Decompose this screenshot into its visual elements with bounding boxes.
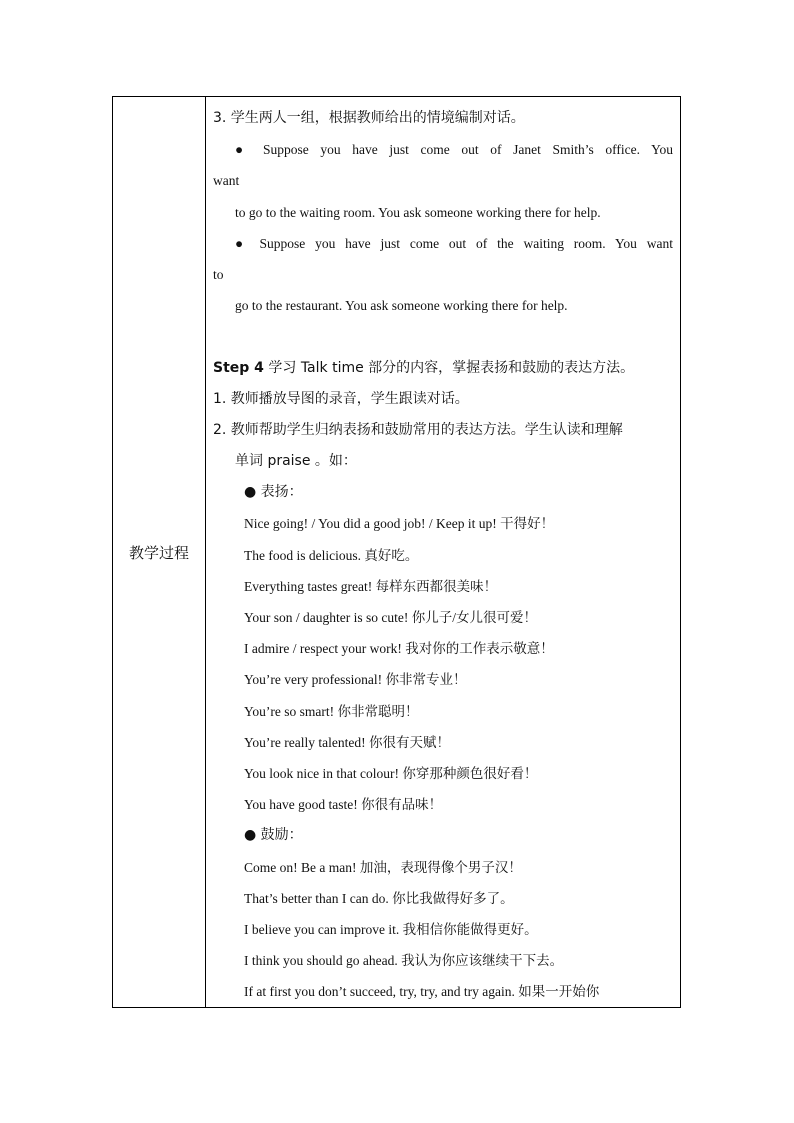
content-cell (206, 97, 681, 1008)
list-item: You have good taste! 你很有品味！ (244, 797, 443, 813)
bullet2-line2: to (213, 266, 224, 282)
row-label-cell (113, 97, 206, 1008)
list-item: If at first you don’t succeed, try, try, and try again. 如果一开始你 (244, 984, 600, 1000)
list-item: I admire / respect your work! 我对你的工作表示敬意！ (244, 641, 554, 657)
spacer (213, 321, 673, 352)
list-item: Nice going! / You did a good job! / Keep it up! 干得好！ (244, 516, 555, 532)
list-item: Everything tastes great! 每样东西都很美味！ (244, 578, 498, 594)
step4-heading (213, 353, 673, 384)
bullet1-line3: to go to the waiting room. You ask someone working there for help. (235, 204, 601, 220)
list-item: You look nice in that colour! 你穿那种颜色很好看！ (244, 765, 538, 781)
bullet1-line1: ● Suppose you have just come out of Janet Smith’s office. You (235, 142, 673, 158)
bullet2-line3: go to the restaurant. You ask someone working there for help. (235, 298, 568, 314)
lesson-plan-table (112, 96, 681, 1008)
step4-item2-line1: 2. 教师帮助学生归纳表扬和鼓励常用的表达方法。学生认读和理解 (213, 421, 623, 438)
list-item: Come on! Be a man! 加油，表现得像个男子汉！ (244, 859, 522, 875)
step4-label: Step 4 (213, 359, 264, 376)
step4-title: 学习 Talk time 部分的内容，掌握表扬和鼓励的表达方法。 (263, 359, 635, 376)
list-item: You’re very professional! 你非常专业！ (244, 672, 467, 688)
section3-heading: 3. 学生两人一组，根据教师给出的情境编制对话。 (213, 110, 525, 126)
list-item: Your son / daughter is so cute! 你儿子/女儿很可爱！ (244, 610, 537, 625)
bullet2-line1: ● Suppose you have just come out of the waiting room. You want (235, 235, 673, 251)
list-item: I think you should go ahead. 我认为你应该继续干下去。 (244, 953, 564, 969)
table-row (113, 97, 681, 1008)
step4-item1: 1. 教师播放导图的录音，学生跟读对话。 (213, 390, 469, 407)
list-item: I believe you can improve it. 我相信你能做得更好。 (244, 921, 538, 937)
encourage-heading: ● 鼓励： (244, 827, 303, 844)
list-item: The food is delicious. 真好吃。 (244, 547, 419, 563)
row-label: 教学过程 (128, 543, 189, 562)
step4-item2-line2: 单词 praise 。如： (235, 453, 357, 470)
list-item: You’re really talented! 你很有天赋！ (244, 734, 450, 750)
praise-heading: ● 表扬： (244, 484, 303, 501)
list-item: That’s better than I can do. 你比我做得好多了。 (244, 890, 514, 906)
bullet1-line2: want (213, 173, 240, 189)
list-item: You’re so smart! 你非常聪明！ (244, 703, 419, 719)
